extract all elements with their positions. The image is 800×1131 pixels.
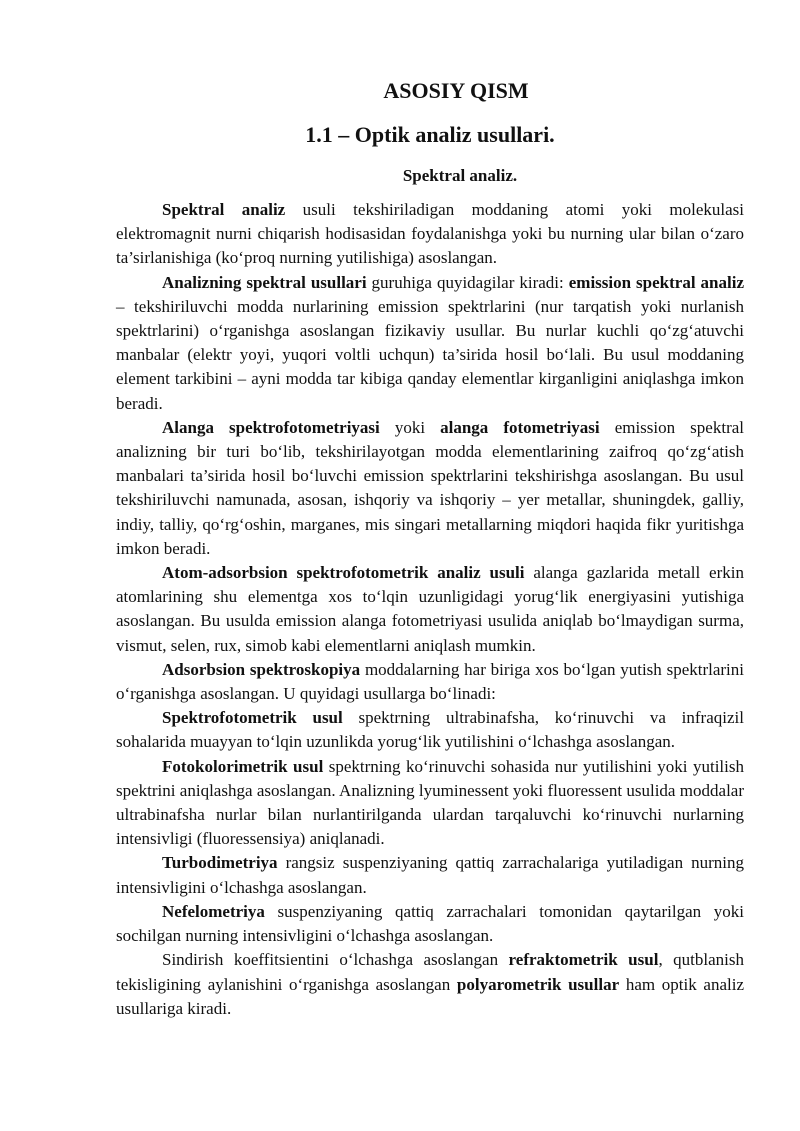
text-run: suspenziyaning qattiq zarrachalari tomonidan qaytarilgan yoki sochilgan nurning intensivligini o‘lchashga asoslangan. [116,901,744,946]
paragraph [116,706,744,754]
bold-term: Adsorbsion spektroskopiya [162,659,361,679]
document-body [116,198,744,1021]
paragraph [116,198,744,271]
text-run: , qutblanish tekisligining aylanishini o‘rganishga asoslangan [116,950,744,994]
paragraph [116,561,744,658]
paragraph [116,851,744,899]
bold-term: alanga fotometriyasi [440,417,600,437]
bold-term: Spektrofotometrik usul [162,708,343,728]
paragraph [116,658,744,706]
text-run: guruhiga quyidagilar kiradi: [366,272,569,292]
bold-term: refraktometrik usul [508,950,659,970]
text-run: ham optik analiz usullariga kiradi. [116,974,744,1018]
text-run: moddalarning har biriga xos bo‘lgan yutish spektrlarini o‘rganishga asoslangan. U quyidagi usullarga bo‘linadi: [116,659,745,704]
text-run: – tekshiriluvchi modda nurlarining emission spektrlarini (nur tarqatish yoki nurlanish spektrlarini) o‘rganishga asoslangan fizikaviy usullar. Bu nurlar kuchli qo‘zg‘atuvchi manbalar (elektr yoyi, yuqori voltli uchqun) ta’sirida hosil bo‘lali. Bu usul moddaning element tarkibini – ayni modda tar kibiga qanday elementlar kirganligini aniqlashga imkon beradi. [116,296,744,413]
text-run: Sindirish koeffitsientini o‘lchashga asoslangan [162,950,509,970]
bold-term: emission spektral analiz [568,272,744,292]
bold-term: polyarometrik usullar [456,974,620,994]
bold-term: Atom-adsorbsion spektrofotometrik analiz usuli [162,563,525,583]
text-run: usuli tekshiriladigan moddaning atomi yoki molekulasi elektromagnit nurni chiqarish hodisasidan foydalanishga yoki bu nurning ular bilan o‘zaro ta’sirlanishiga (ko‘proq nurning yutilishiga) asoslangan. [116,200,744,268]
paragraph [116,755,744,852]
text-run: spektrning ko‘rinuvchi sohasida nur yutilishini yoki yutilish spektrini aniqlashga asoslangan. Analizning lyuminessent yoki fluoressent usulida moddalar ultrabinafsha nurlar bilan nurlantirilganda ulardan tarqaluvchi ko‘rinuvchi nurlarning intensivligi (fluoressensiya) aniqlanadi. [116,756,744,849]
bold-term: Spektral analiz [162,200,286,219]
bold-term: Analizning spektral usullari [162,272,367,292]
subsection-heading: Spektral analiz. [402,166,518,185]
text-run: alanga gazlarida metall erkin atomlarining shu elementga xos to‘lqin uzunligidagi yorug‘lik energiyasini yutishiga asoslangan. Bu usulda emission alanga fotometriyasi usulida aniqlab bo‘lmaydigan surma, vismut, selen, rux, simob kabi elementlarni aniqlash mumkin. [116,563,744,655]
paragraph [116,271,744,416]
section-heading: 1.1 – Optik analiz usullari. [305,122,555,147]
text-run: spektrning ultrabinafsha, ko‘rinuvchi va infraqizil sohalarida muayyan to‘lqin uzunlikda yorug‘lik yutilishini o‘lchashga asoslangan. [116,708,744,752]
text-run: rangsiz suspenziyaning qattiq zarrachalariga yutiladigan nurning intensivligini o‘lchashga asoslangan. [116,853,744,897]
bold-term: Fotokolorimetrik usul [162,756,324,776]
paragraph [116,948,744,1021]
main-heading: ASOSIY QISM [383,78,529,103]
bold-term: Nefelometriya [162,901,265,921]
bold-term: Alanga spektrofotometriyasi [162,417,380,437]
paragraph [116,900,744,948]
text-run: emission spektral analizning bir turi bo‘lib, tekshirilayotgan modda elementlarining zaifroq qo‘zg‘atish manbalari ta’sirida hosil bo‘luvchi emission spektrlarini tekshirishga asoslangan. Bu usul tekshiriluvchi namunada, asosan, ishqoriy va ishqoriy – yer metallar, shuningdek, galliy, indiy, talliy, qo‘rg‘oshin, marganes, mis singari metallarning miqdori haqida fikr yuritishga imkon beradi. [116,417,744,558]
text-run: yoki [379,417,441,437]
paragraph [116,416,744,561]
bold-term: Turbodimetriya [162,853,278,873]
